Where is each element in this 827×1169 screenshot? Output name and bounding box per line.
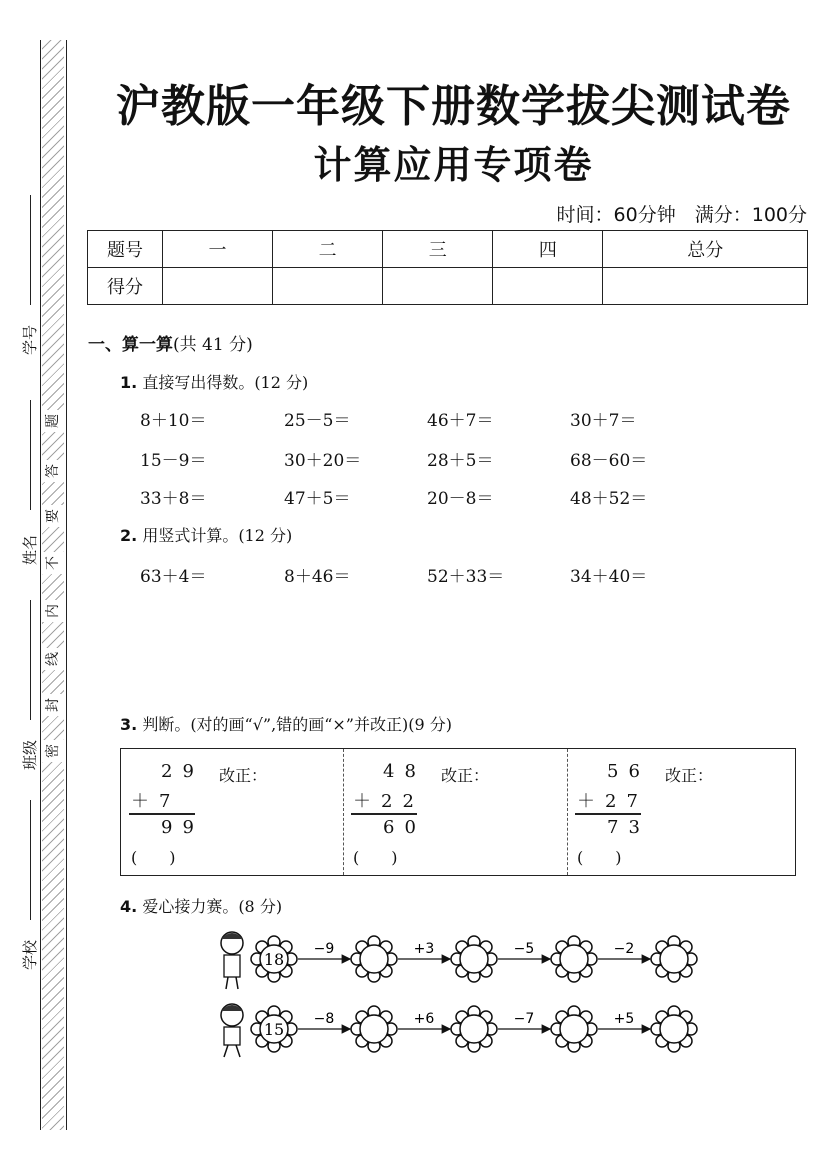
time-info: 时间：60分钟 满分：100分 (556, 204, 807, 226)
question-1 (120, 370, 308, 393)
score-input[interactable] (603, 268, 808, 305)
name-label: 姓名 (21, 535, 39, 566)
judge-addend: ＋27 (577, 791, 648, 812)
equation: 25－5＝ (284, 411, 351, 431)
judge-answer-box[interactable]: ( ) (353, 848, 398, 867)
score-input[interactable] (273, 268, 383, 305)
judge-result: 73 (607, 817, 650, 838)
score-cell: 总分 (603, 231, 808, 268)
judge-fix-label: 改正： (219, 766, 268, 785)
seal-char-8: 密 (42, 740, 64, 762)
seal-char-5: 内 (42, 600, 64, 622)
flower-blank[interactable] (451, 1006, 497, 1052)
operation: −2 (613, 941, 635, 957)
score-input[interactable] (383, 268, 493, 305)
score-cell: 得分 (88, 268, 163, 305)
start-number: 18 (263, 950, 285, 969)
operation: +3 (413, 941, 435, 957)
judge-addend: ＋7 (131, 791, 181, 812)
relay-diagram (210, 925, 710, 1065)
name-field[interactable] (30, 400, 31, 510)
judge-cell (343, 749, 568, 875)
equation: 34＋40＝ (570, 567, 648, 587)
score-input[interactable] (493, 268, 603, 305)
equation: 20－8＝ (427, 489, 494, 509)
operation: −7 (513, 1011, 535, 1027)
flower-blank[interactable] (651, 1006, 697, 1052)
equation: 33＋8＝ (140, 489, 207, 509)
question-4 (120, 894, 282, 917)
page-subtitle: 计算应用专项卷 (313, 143, 594, 187)
judge-cell (121, 749, 344, 875)
equation: 63＋4＝ (140, 567, 207, 587)
score-cell: 一 (163, 231, 273, 268)
equation: 28＋5＝ (427, 451, 494, 471)
question-number: 3. (120, 715, 138, 734)
judge-addend: ＋22 (353, 791, 424, 812)
judge-fix-label: 改正： (665, 766, 714, 785)
score-value-row (88, 268, 808, 305)
flower-blank[interactable] (551, 936, 597, 982)
seal-char-4: 不 (42, 552, 64, 574)
child-figure-icon (221, 932, 243, 989)
operation: −9 (313, 941, 335, 957)
flower-blank[interactable] (351, 1006, 397, 1052)
flower-blank[interactable] (351, 936, 397, 982)
question-2 (120, 523, 292, 546)
flower-blank[interactable] (451, 936, 497, 982)
seal-char-6: 线 (42, 648, 64, 670)
judge-line (129, 813, 195, 815)
seal-char-2: 答 (42, 460, 64, 482)
judge-result: 60 (383, 817, 426, 838)
score-cell: 四 (493, 231, 603, 268)
equation: 48＋52＝ (570, 489, 648, 509)
judge-top: 29 (161, 761, 204, 782)
question-number: 1. (120, 373, 138, 392)
seal-char-7: 封 (42, 694, 64, 716)
seal-char-3: 要 (42, 505, 64, 527)
question-3 (120, 712, 452, 735)
student-id-label: 学号 (21, 325, 39, 356)
judge-answer-box[interactable]: ( ) (577, 848, 622, 867)
question-text: 爱心接力赛。(8 分) (142, 897, 283, 916)
judge-fix-label: 改正： (441, 766, 490, 785)
question-text: 判断。(对的画“√”,错的画“×”并改正)(9 分) (142, 715, 452, 734)
equation: 68－60＝ (570, 451, 648, 471)
score-header-row (88, 231, 808, 268)
binding-line-left (40, 40, 41, 1130)
class-label: 班级 (21, 740, 39, 771)
question-text: 直接写出得数。(12 分) (142, 373, 309, 392)
equation: 30＋7＝ (570, 411, 637, 431)
operation: −5 (513, 941, 535, 957)
section-heading (88, 330, 253, 355)
score-table (87, 230, 808, 305)
binding-hatch (42, 40, 64, 1130)
score-input[interactable] (163, 268, 273, 305)
equation: 46＋7＝ (427, 411, 494, 431)
equation: 47＋5＝ (284, 489, 351, 509)
start-number: 15 (263, 1020, 285, 1039)
equation: 30＋20＝ (284, 451, 362, 471)
judge-top: 48 (383, 761, 426, 782)
judge-line (575, 813, 641, 815)
class-field[interactable] (30, 600, 31, 720)
operation: +6 (413, 1011, 435, 1027)
student-id-field[interactable] (30, 195, 31, 305)
judge-table (120, 748, 796, 876)
equation: 8＋46＝ (284, 567, 351, 587)
score-cell: 二 (273, 231, 383, 268)
child-figure-icon (221, 1004, 243, 1057)
judge-line (351, 813, 417, 815)
judge-top: 56 (607, 761, 650, 782)
judge-answer-box[interactable]: ( ) (131, 848, 176, 867)
binding-line-right (66, 40, 67, 1130)
equation: 15－9＝ (140, 451, 207, 471)
seal-char-1: 题 (42, 410, 64, 432)
equation: 8＋10＝ (140, 411, 207, 431)
question-number: 2. (120, 526, 138, 545)
score-cell: 三 (383, 231, 493, 268)
section-title: 一、算一算 (88, 335, 173, 355)
question-text: 用竖式计算。(12 分) (142, 526, 293, 545)
question-number: 4. (120, 897, 138, 916)
operation: −8 (313, 1011, 335, 1027)
section-points: (共 41 分) (173, 335, 253, 355)
operation: +5 (613, 1011, 635, 1027)
school-label: 学校 (21, 940, 39, 971)
judge-cell (567, 749, 795, 875)
score-cell: 题号 (88, 231, 163, 268)
flower-blank[interactable] (551, 1006, 597, 1052)
judge-result: 99 (161, 817, 204, 838)
page-title: 沪教版一年级下册数学拔尖测试卷 (116, 81, 791, 132)
equation: 52＋33＝ (427, 567, 505, 587)
flower-blank[interactable] (651, 936, 697, 982)
school-field[interactable] (30, 800, 31, 920)
